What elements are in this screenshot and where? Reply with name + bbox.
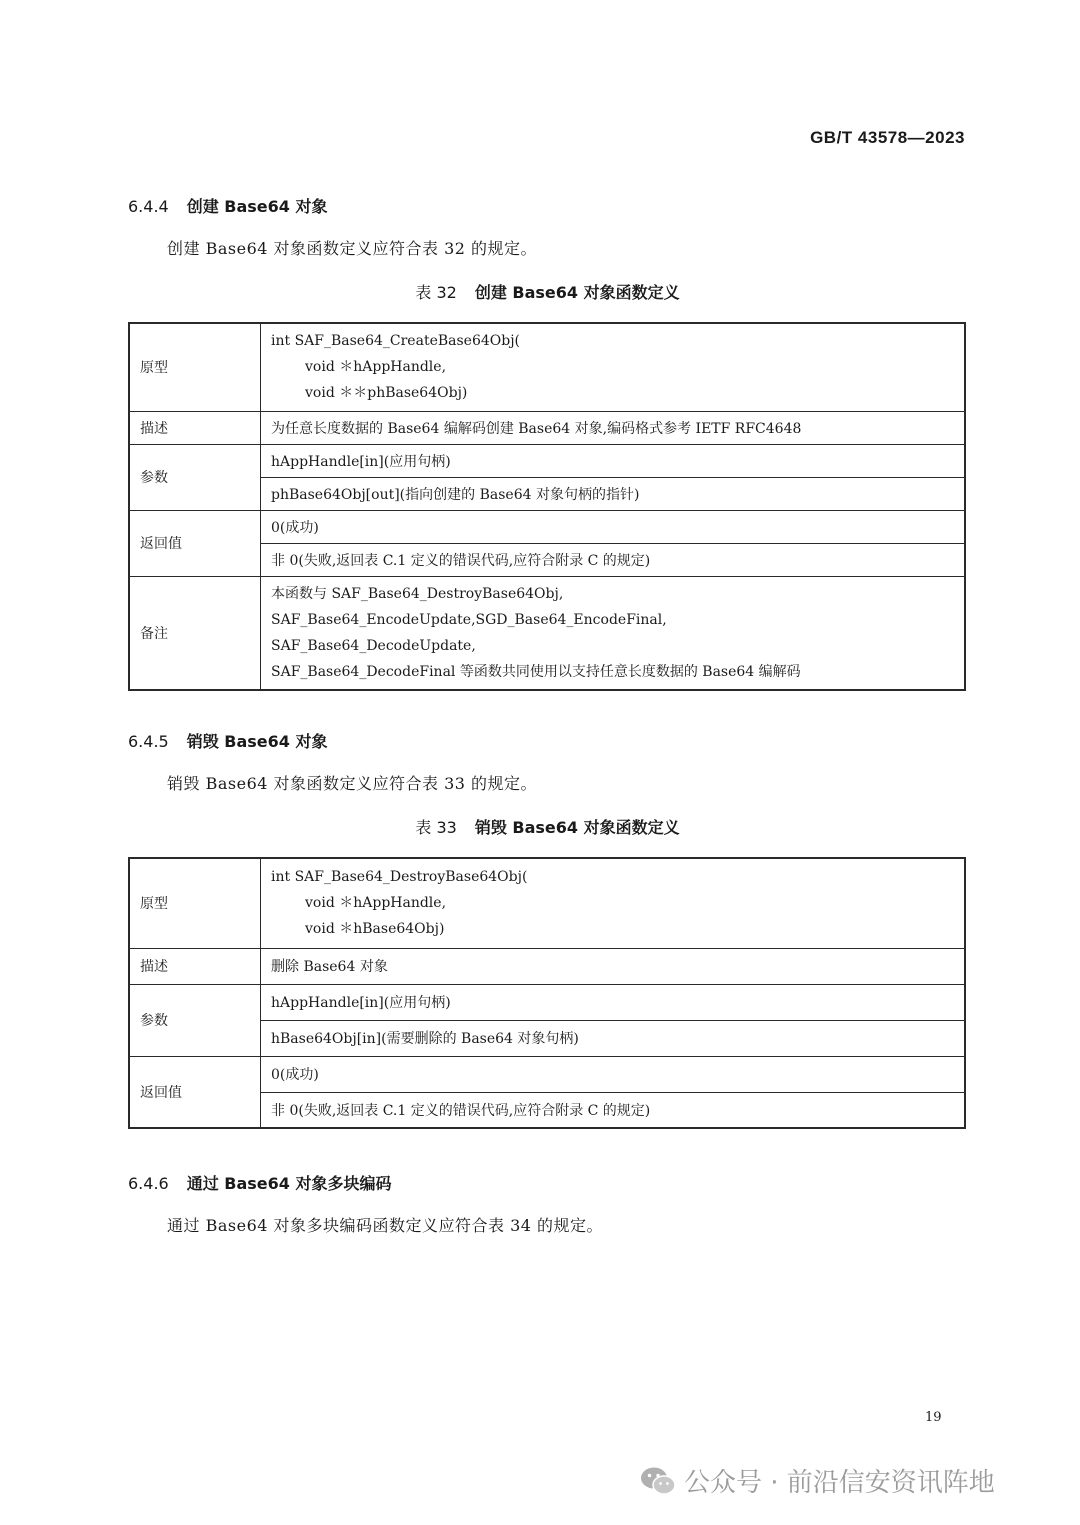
row-label: 描述 (129, 411, 261, 444)
table-row-returns (129, 1056, 965, 1092)
row-label: 原型 (129, 858, 261, 948)
section-number: 6.4.4 (128, 197, 169, 216)
table-number: 表 33 (415, 818, 457, 837)
row-label: 返回值 (129, 1056, 261, 1128)
table-caption-33 (0, 815, 1080, 838)
section-intro: 销毁 Base64 对象函数定义应符合表 33 的规定。 (167, 774, 538, 793)
notes-line: SAF_Base64_DecodeUpdate, (271, 637, 476, 654)
table-title: 销毁 Base64 对象函数定义 (474, 818, 680, 837)
return-cell: 非 0(失败,返回表 C.1 定义的错误代码,应符合附录 C 的规定) (261, 1092, 966, 1128)
description-cell: 删除 Base64 对象 (261, 948, 966, 984)
table-number: 表 32 (415, 283, 457, 302)
watermark-text: 公众号 · 前沿信安资讯阵地 (684, 1468, 995, 1498)
table-row-params (129, 984, 965, 1020)
param-cell: hAppHandle[in](应用句柄) (261, 984, 966, 1020)
return-cell: 非 0(失败,返回表 C.1 定义的错误代码,应符合附录 C 的规定) (261, 543, 966, 576)
return-cell: 0(成功) (261, 510, 966, 543)
table-caption-32 (0, 280, 1080, 303)
section-number: 6.4.6 (128, 1174, 169, 1193)
wechat-icon (640, 1466, 676, 1496)
row-label: 描述 (129, 948, 261, 984)
prototype-line: void ＊hAppHandle, (305, 895, 447, 912)
prototype-line: void ＊hBase64Obj) (305, 921, 445, 938)
table-row-prototype (129, 858, 965, 948)
row-label: 备注 (129, 576, 261, 690)
section-heading-6-4-5 (128, 729, 328, 752)
document-code: GB/T 43578—2023 (810, 128, 965, 147)
prototype-line: int SAF_Base64_DestroyBase64Obj( (271, 869, 528, 886)
section-title: 通过 Base64 对象多块编码 (186, 1174, 392, 1193)
section-title: 创建 Base64 对象 (186, 197, 328, 216)
return-cell: 0(成功) (261, 1056, 966, 1092)
table-33 (128, 857, 966, 1129)
section-heading-6-4-6 (128, 1171, 392, 1194)
notes-line: 本函数与 SAF_Base64_DestroyBase64Obj, (271, 585, 564, 602)
prototype-line: int SAF_Base64_CreateBase64Obj( (271, 333, 521, 350)
description-cell: 为任意长度数据的 Base64 编解码创建 Base64 对象,编码格式参考 IETF RFC4648 (261, 411, 966, 444)
row-label: 参数 (129, 984, 261, 1056)
prototype-line: void ＊＊phBase64Obj) (305, 385, 468, 402)
table-title: 创建 Base64 对象函数定义 (474, 283, 680, 302)
row-label: 原型 (129, 323, 261, 411)
section-number: 6.4.5 (128, 732, 169, 751)
page-number: 19 (925, 1410, 942, 1425)
section-title: 销毁 Base64 对象 (186, 732, 328, 751)
notes-line: SAF_Base64_EncodeUpdate,SGD_Base64_EncodeFinal, (271, 611, 667, 628)
prototype-cell (261, 858, 966, 948)
table-32 (128, 322, 966, 691)
param-cell: hBase64Obj[in](需要删除的 Base64 对象句柄) (261, 1020, 966, 1056)
watermark (640, 1462, 995, 1499)
table-row-notes (129, 576, 965, 690)
table-row-prototype (129, 323, 965, 411)
section-intro: 创建 Base64 对象函数定义应符合表 32 的规定。 (167, 239, 538, 258)
table-row-params (129, 444, 965, 477)
param-cell: phBase64Obj[out](指向创建的 Base64 对象句柄的指针) (261, 477, 966, 510)
prototype-cell (261, 323, 966, 411)
table-row-description (129, 948, 965, 984)
table-row-description (129, 411, 965, 444)
param-cell: hAppHandle[in](应用句柄) (261, 444, 966, 477)
notes-line: SAF_Base64_DecodeFinal 等函数共同使用以支持任意长度数据的 Base64 编解码 (271, 663, 801, 680)
row-label: 返回值 (129, 510, 261, 576)
row-label: 参数 (129, 444, 261, 510)
table-row-returns (129, 510, 965, 543)
prototype-line: void ＊hAppHandle, (305, 359, 447, 376)
section-heading-6-4-4 (128, 194, 328, 217)
notes-cell (261, 576, 966, 690)
section-intro: 通过 Base64 对象多块编码函数定义应符合表 34 的规定。 (167, 1216, 604, 1235)
